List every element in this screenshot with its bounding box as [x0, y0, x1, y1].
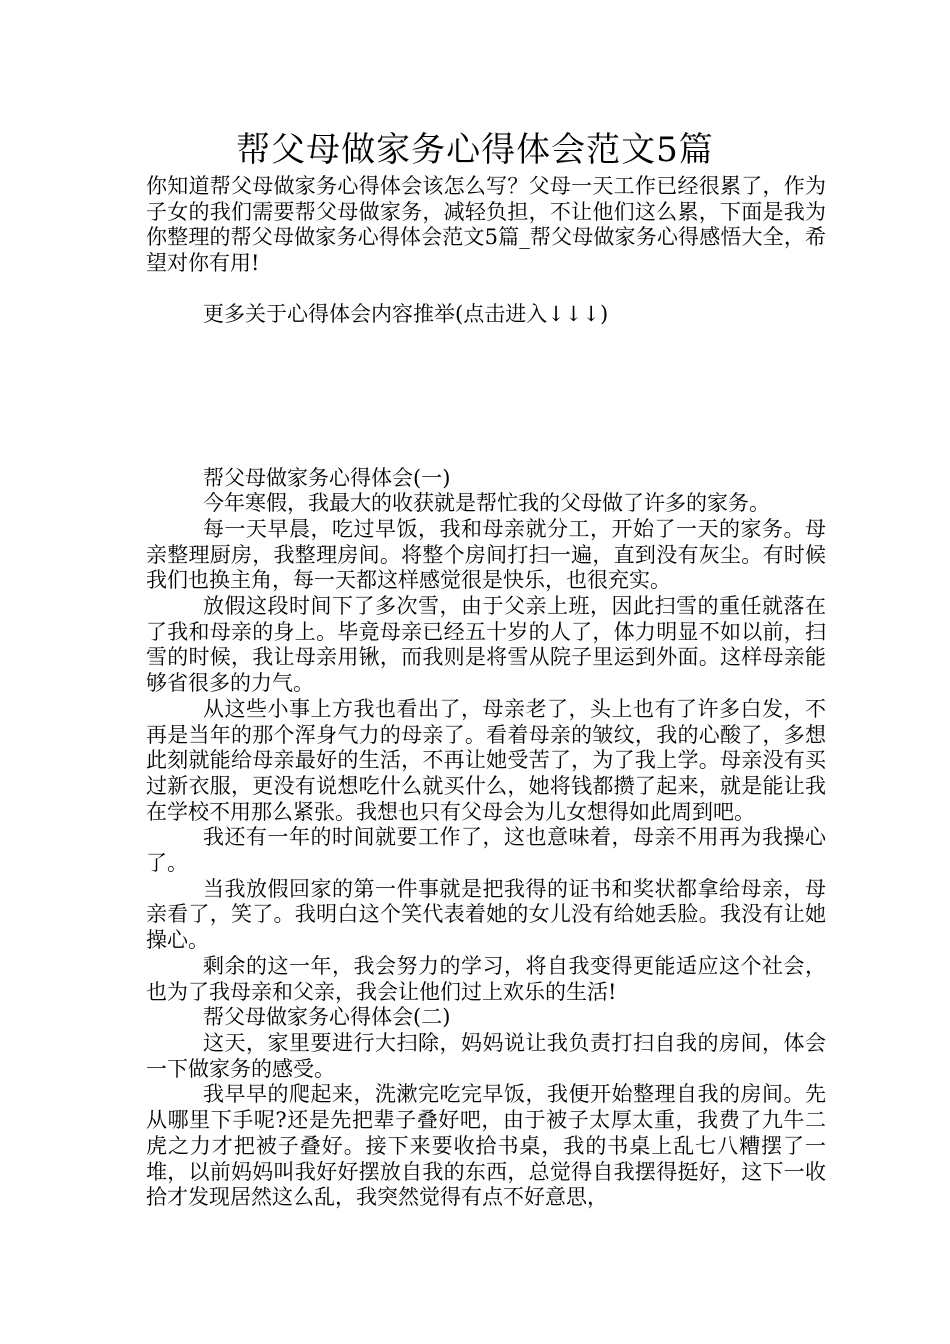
- body-paragraph: 当我放假回家的第一件事就是把我得的证书和奖状都拿给母亲，母亲看了，笑了。我明白这个笑代表着她的女儿没有给她丢脸。我没有让她操心。: [146, 876, 826, 953]
- body-paragraph: 每一天早晨，吃过早饭，我和母亲就分工，开始了一天的家务。母亲整理厨房，我整理房间。将整个房间打扫一遍，直到没有灰尘。有时候我们也换主角，每一天都这样感觉很是快乐，也很充实。: [146, 516, 826, 593]
- body-paragraph: 这天，家里要进行大扫除，妈妈说让我负责打扫自我的房间，体会一下做家务的感受。: [146, 1030, 826, 1081]
- body-paragraph: 放假这段时间下了多次雪，由于父亲上班，因此扫雪的重任就落在了我和母亲的身上。毕竟母亲已经五十岁的人了，体力明显不如以前，扫雪的时候，我让母亲用锹，而我则是将雪从院子里运到外面。这样母亲能够省很多的力气。: [146, 594, 826, 696]
- document-title: 帮父母做家务心得体会范文5篇: [236, 130, 714, 170]
- blank-space: [146, 328, 826, 466]
- body-paragraph: 我早早的爬起来，洗漱完吃完早饭，我便开始整理自我的房间。先从哪里下手呢?还是先把辈子叠好吧，由于被子太厚太重，我费了九牛二虎之力才把被子叠好。接下来要收拾书桌，我的书桌上乱七八糟摆了一堆，以前妈妈叫我好好摆放自我的东西，总觉得自我摆得挺好，这下一收拾才发现居然这么乱，我突然觉得有点不好意思，: [146, 1082, 826, 1210]
- section-heading-2: 帮父母做家务心得体会(二): [203, 1005, 451, 1030]
- intro-paragraph: 你知道帮父母做家务心得体会该怎么写？父母一天工作已经很累了，作为子女的我们需要帮父母做家务，减轻负担，不让他们这么累，下面是我为你整理的帮父母做家务心得体会范文5篇_帮父母做家务心得感悟大全，希望对你有用!: [146, 174, 826, 276]
- body-paragraph: 今年寒假，我最大的收获就是帮忙我的父母做了许多的家务。: [203, 491, 770, 516]
- body-paragraph: 剩余的这一年，我会努力的学习，将自我变得更能适应这个社会，也为了我母亲和父亲，我会让他们过上欢乐的生活!: [146, 953, 826, 1004]
- body-paragraph: 我还有一年的时间就要工作了，这也意味着，母亲不用再为我操心了。: [146, 825, 826, 876]
- section-heading-1: 帮父母做家务心得体会(一): [203, 465, 451, 490]
- recommend-link[interactable]: 更多关于心得体会内容推举(点击进入↓↓↓): [203, 301, 609, 326]
- document-body: [146, 174, 826, 1211]
- body-paragraph: 从这些小事上方我也看出了，母亲老了，头上也有了许多白发，不再是当年的那个浑身气力的母亲了。看着母亲的皱纹，我的心酸了，多想此刻就能给母亲最好的生活，不再让她受苦了，为了我上学。母亲没有买过新衣服，更没有说想吃什么就买什么，她将钱都攒了起来，就是能让我在学校不用那么紧张。我想也只有父母会为儿女想得如此周到吧。: [146, 696, 826, 824]
